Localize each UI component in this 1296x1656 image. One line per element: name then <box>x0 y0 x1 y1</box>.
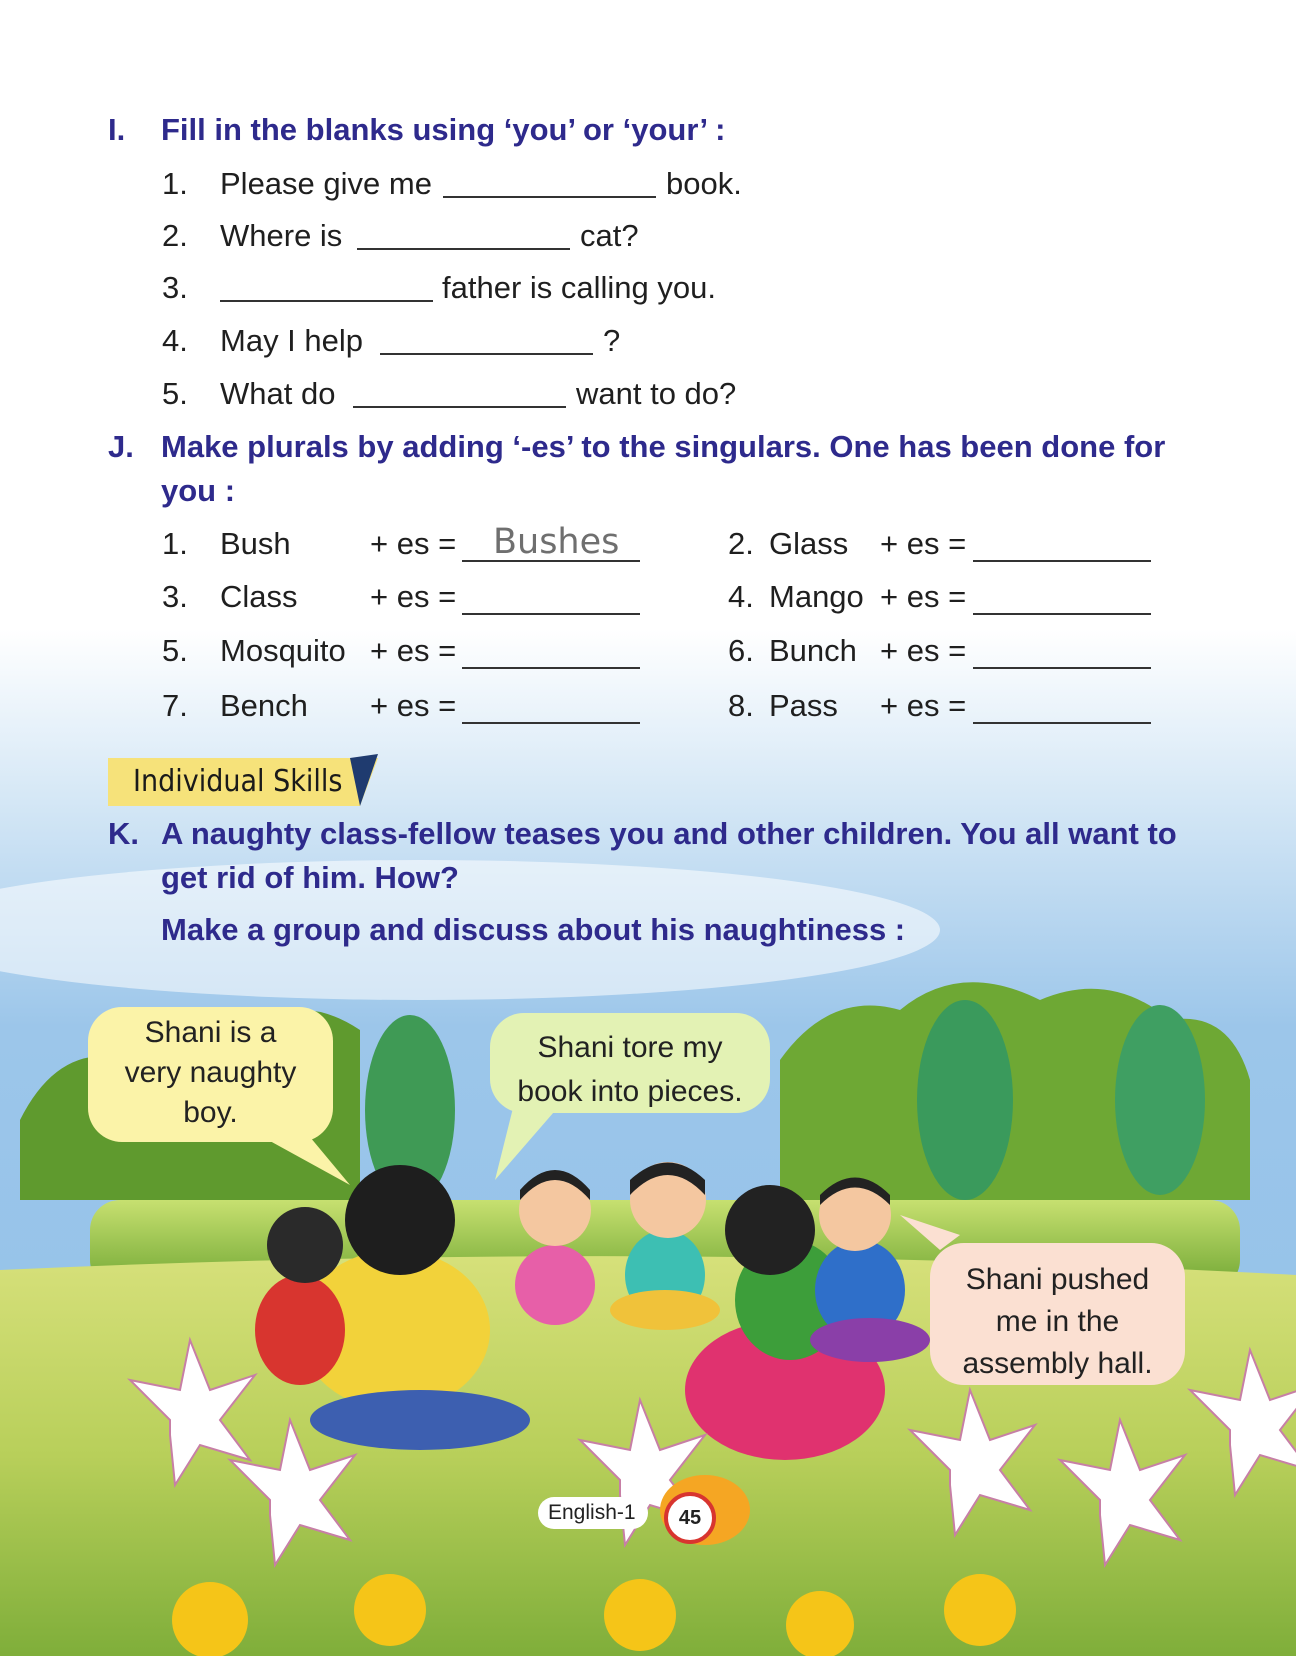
blank-line[interactable] <box>973 667 1151 669</box>
section-k-line1: A naughty class-fellow teases you and other children. You all want to <box>161 816 1177 851</box>
bubble-line: assembly hall. <box>962 1347 1153 1380</box>
bubble-line: me in the <box>995 1305 1120 1338</box>
singular-word: Bush <box>220 526 291 561</box>
bubble-line: boy. <box>183 1096 238 1129</box>
item-number: 2. <box>162 218 188 253</box>
plus-es-operator: + es = <box>370 579 457 614</box>
item-text-before: May I help <box>220 323 364 358</box>
bubble-line: Shani is a <box>144 1016 277 1049</box>
item-number: 5. <box>162 633 188 668</box>
item-number: 8. <box>728 688 754 723</box>
blank-line[interactable] <box>353 406 566 408</box>
item-text-before: Please give me <box>220 166 432 201</box>
plus-es-operator: + es = <box>370 688 457 723</box>
item-number: 1. <box>162 526 188 561</box>
section-i-title: Fill in the blanks using ‘you’ or ‘your’ : <box>161 112 726 147</box>
bubble-line: Shani tore my <box>537 1031 723 1064</box>
speech-bubble-right <box>930 1259 1185 1385</box>
section-j-letter: J. <box>108 429 134 464</box>
item-number: 5. <box>162 376 188 411</box>
page-number: 45 <box>678 1507 702 1529</box>
blank-line[interactable] <box>973 613 1151 615</box>
item-number: 2. <box>728 526 754 561</box>
section-j-title-line2: you : <box>161 473 236 508</box>
item-number: 4. <box>728 579 754 614</box>
section-i-heading <box>108 108 1208 152</box>
blank-line[interactable] <box>443 196 656 198</box>
section-j-title-line1: Make plurals by adding ‘-es’ to the singulars. One has been done for <box>161 429 1166 464</box>
singular-word: Mango <box>769 579 864 614</box>
item-text-after: father is calling you. <box>442 270 716 305</box>
singular-word: Mosquito <box>220 633 346 668</box>
blank-line[interactable] <box>973 722 1151 724</box>
section-k-line3: Make a group and discuss about his naughtiness : <box>161 912 906 947</box>
singular-word: Pass <box>769 688 838 723</box>
blank-line[interactable] <box>462 613 640 615</box>
blank-line[interactable] <box>462 722 640 724</box>
bubble-line: book into pieces. <box>517 1075 743 1108</box>
item-number: 3. <box>162 579 188 614</box>
section-i-letter: I. <box>108 112 126 147</box>
bubble-line: Shani pushed <box>965 1263 1150 1296</box>
plus-es-operator: + es = <box>370 633 457 668</box>
item-text-after: ? <box>603 323 621 358</box>
item-text-before: What do <box>220 376 336 411</box>
blank-line[interactable] <box>973 560 1151 562</box>
blank-line[interactable] <box>380 353 593 355</box>
singular-word: Class <box>220 579 298 614</box>
blank-line[interactable] <box>357 248 570 250</box>
item-number: 3. <box>162 270 188 305</box>
item-text-after: book. <box>666 166 742 201</box>
bubble-line: very naughty <box>124 1056 297 1089</box>
singular-word: Bunch <box>769 633 857 668</box>
plus-es-operator: + es = <box>880 579 967 614</box>
speech-bubble-left <box>88 1013 333 1133</box>
item-number: 6. <box>728 633 754 668</box>
blank-line[interactable] <box>220 300 433 302</box>
section-k-heading <box>108 812 1258 962</box>
blank-line[interactable] <box>462 560 640 562</box>
footer-book-title: English-1 <box>548 1501 636 1524</box>
item-number: 1. <box>162 166 188 201</box>
plus-es-operator: + es = <box>880 526 967 561</box>
item-number: 7. <box>162 688 188 723</box>
singular-word: Glass <box>769 526 849 561</box>
item-text-before: Where is <box>220 218 343 253</box>
section-j-heading <box>108 425 1258 515</box>
plus-es-operator: + es = <box>880 633 967 668</box>
plus-es-operator: + es = <box>370 526 457 561</box>
section-k-letter: K. <box>108 816 139 851</box>
section-k-line2: get rid of him. How? <box>161 860 459 895</box>
blank-line[interactable] <box>462 667 640 669</box>
speech-bubble-middle <box>490 1026 770 1114</box>
item-number: 4. <box>162 323 188 358</box>
individual-skills-label: Individual Skills <box>133 764 343 799</box>
item-text-after: cat? <box>580 218 639 253</box>
item-text-after: want to do? <box>576 376 737 411</box>
example-answer: Bushes <box>493 522 620 562</box>
singular-word: Bench <box>220 688 308 723</box>
plus-es-operator: + es = <box>880 688 967 723</box>
